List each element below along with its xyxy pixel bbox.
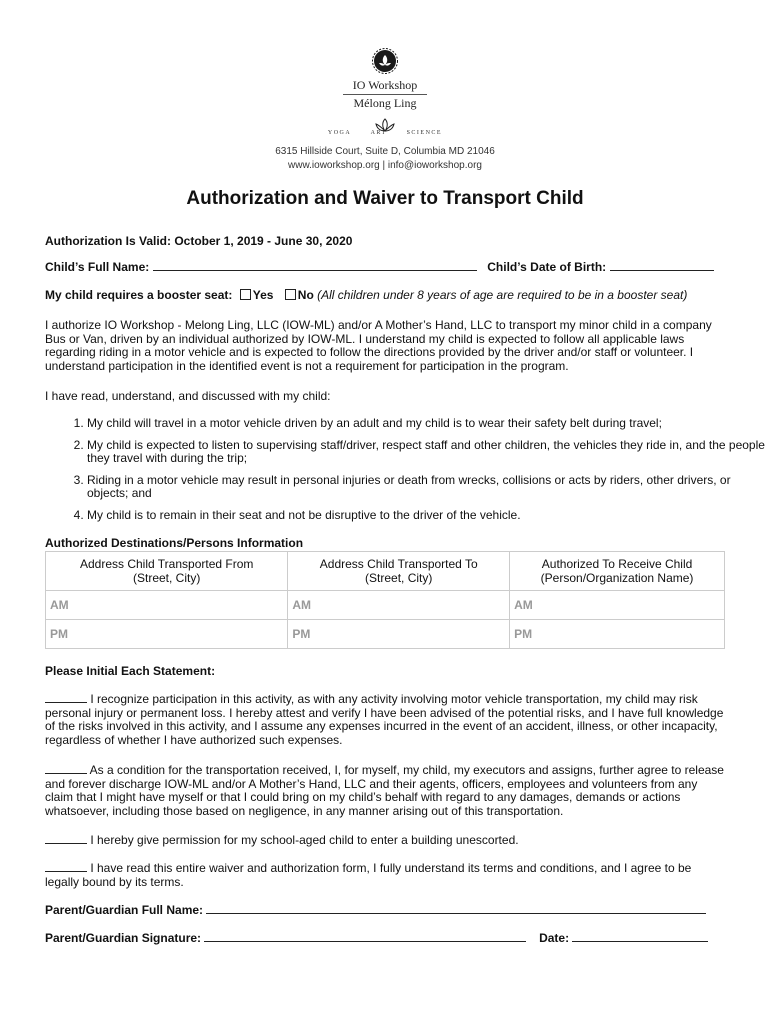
table-cell-input[interactable]: AM <box>510 591 725 620</box>
table-row <box>46 620 725 649</box>
column-header-to <box>288 552 510 591</box>
destinations-heading: Authorized Destinations/Persons Information <box>45 536 304 550</box>
initial-field[interactable] <box>45 861 87 872</box>
statement-text: As a condition for the transportation received, I, for myself, my child, my executors and assigns, further agree to release and forever discharge IOW-ML and/or A Mother’s Hand, LLC and their agents, officers, employees and volunteers from any claim that I might have myself or that I could bring on my child’s behalf with regard to any damages, demands or actions whatsoever, including those based on negligence, in any manner arising out of this transportation. <box>45 763 724 818</box>
child-name-field[interactable] <box>153 260 477 271</box>
list-item: 3. Riding in a motor vehicle may result in personal injuries or death from wrecks, collisions or acts by riders, other drivers, or objects; and <box>87 474 769 501</box>
list-item: 2. My child is expected to listen to supervising staff/driver, respect staff and other children, the vehicles they ride in, and the people they travel with during the trip; <box>87 439 769 466</box>
initial-field[interactable] <box>45 692 87 703</box>
statement-1 <box>45 692 727 747</box>
booster-no-label: No <box>297 288 314 302</box>
statement-text: I hereby give permission for my school-aged child to enter a building unescorted. <box>90 833 519 847</box>
child-name-label: Child’s Full Name: <box>45 260 150 274</box>
list-item: 1. My child will travel in a motor vehicle driven by an adult and my child is to wear their safety belt during travel; <box>87 417 769 431</box>
conditions-list <box>45 417 769 530</box>
initial-heading: Please Initial Each Statement: <box>45 664 216 678</box>
booster-no-checkbox[interactable] <box>285 289 296 300</box>
guardian-signature-field[interactable] <box>204 931 526 942</box>
guardian-name-label: Parent/Guardian Full Name: <box>45 903 204 917</box>
child-dob-field[interactable] <box>610 260 714 271</box>
lotus-emblem-icon <box>372 48 398 74</box>
org-address: 6315 Hillside Court, Suite D, Columbia MD 21046 <box>275 146 495 157</box>
org-contact: www.ioworkshop.org | info@ioworkshop.org <box>288 160 482 171</box>
page-title: Authorization and Waiver to Transport Child <box>186 188 584 209</box>
list-item: 4. My child is to remain in their seat and not be disruptive to the driver of the vehicle. <box>87 509 769 523</box>
table-cell-input[interactable]: AM <box>288 591 510 620</box>
booster-note: (All children under 8 years of age are required to be in a booster seat) <box>317 288 688 302</box>
tagline-science: SCIENCE <box>406 130 443 136</box>
column-header-line: (Street, City) <box>133 571 201 585</box>
table-cell-input[interactable]: PM <box>288 620 510 649</box>
initial-field[interactable] <box>45 763 87 774</box>
org-subtitle: Mélong Ling <box>353 96 417 110</box>
statement-text: I recognize participation in this activity, as with any activity involving motor vehicle transportation, my child may risk personal injury or permanent loss. I hereby attest and verify I have been advised of the potential risks, and I have full knowledge of the risks involved in this activity, and I assume any expenses incurred in the event of an accident, illness, or other incapacity, regardless of whether I have authorized such expenses. <box>45 692 724 747</box>
table-row <box>46 591 725 620</box>
tagline-yoga: YOGA <box>327 130 351 136</box>
statement-text: I have read this entire waiver and authorization form, I fully understand its terms and conditions, and I agree to be legally bound by its terms. <box>45 861 692 889</box>
table-cell-input[interactable]: PM <box>510 620 725 649</box>
column-header-line: (Person/Organization Name) <box>540 571 694 585</box>
date-field[interactable] <box>572 931 708 942</box>
column-header-line: Authorized To Receive Child <box>541 557 693 571</box>
statement-4 <box>45 861 727 889</box>
column-header-from <box>46 552 288 591</box>
booster-row <box>45 288 745 302</box>
statement-2 <box>45 763 727 818</box>
table-header-row <box>46 552 725 591</box>
validity-line: Authorization Is Valid: October 1, 2019 - June 30, 2020 <box>45 234 353 248</box>
booster-yes-checkbox[interactable] <box>240 289 251 300</box>
tagline <box>320 130 450 136</box>
guardian-name-row <box>45 903 706 917</box>
statement-3 <box>45 833 727 848</box>
guardian-name-field[interactable] <box>206 903 706 914</box>
booster-label: My child requires a booster seat: <box>45 288 233 302</box>
logo <box>335 48 435 137</box>
column-header-line: Address Child Transported To <box>319 557 478 571</box>
tagline-art: ART <box>370 130 387 136</box>
column-header-receiver <box>510 552 725 591</box>
date-label: Date: <box>539 931 570 945</box>
guardian-signature-row <box>45 931 708 945</box>
table-cell-input[interactable]: AM <box>46 591 288 620</box>
read-understand-line: I have read, understand, and discussed with my child: <box>45 389 331 403</box>
child-info-row <box>45 260 735 274</box>
booster-yes-label: Yes <box>252 288 274 302</box>
authorization-paragraph: I authorize IO Workshop - Melong Ling, LLC (IOW-ML) and/or A Mother’s Hand, LLC to transport my minor child in a company Bus or Van, driven by an individual authorized by IOW-ML. I understand my child is expected to follow all applicable laws regarding riding in a motor vehicle and is expected to follow the directions provided by the driver and/or staff or volunteer. I understand participation in the identified event is not a requirement for participation in the program. <box>45 318 712 373</box>
guardian-signature-label: Parent/Guardian Signature: <box>45 931 202 945</box>
table-cell-input[interactable]: PM <box>46 620 288 649</box>
column-header-line: (Street, City) <box>365 571 433 585</box>
destinations-table <box>45 551 725 649</box>
org-name: IO Workshop <box>352 78 418 92</box>
column-header-line: Address Child Transported From <box>79 557 254 571</box>
initial-field[interactable] <box>45 833 87 844</box>
child-dob-label: Child’s Date of Birth: <box>487 260 607 274</box>
